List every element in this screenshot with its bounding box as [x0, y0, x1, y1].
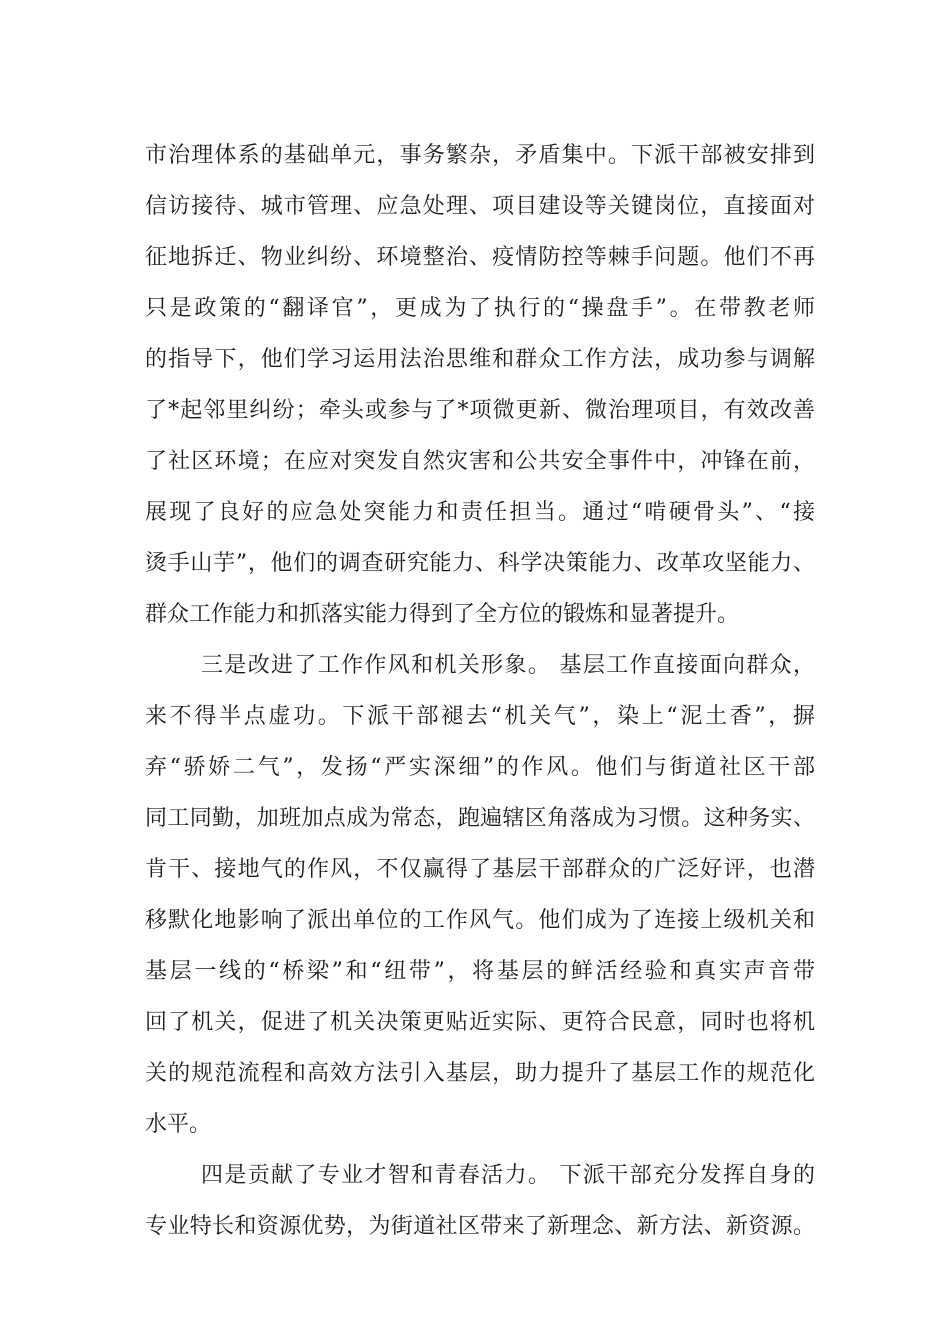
- text-line: 移默化地影响了派出单位的工作风气。他们成为了连接上级机关和: [145, 908, 815, 933]
- text-line: 肯干、接地气的作风，不仅赢得了基层干部群众的广泛好评，也潜: [145, 857, 815, 882]
- text-line: 信访接待、城市管理、应急处理、项目建设等关键岗位，直接面对: [145, 194, 815, 219]
- text-line: 了*起邻里纠纷；牵头或参与了*项微更新、微治理项目，有效改善: [145, 398, 815, 423]
- text-line: 市治理体系的基础单元，事务繁杂，矛盾集中。下派干部被安排到: [145, 143, 815, 168]
- text-line: 基层一线的“桥梁”和“纽带”，将基层的鲜活经验和真实声音带: [145, 959, 815, 984]
- text-line: 的指导下，他们学习运用法治思维和群众工作方法，成功参与调解: [145, 347, 815, 372]
- body-text: [145, 130, 815, 1252]
- paragraph-heading-line: 四是贡献了专业才智和青春活力。 下派干部充分发挥自身的: [201, 1163, 815, 1188]
- text-line: 水平。: [145, 1112, 212, 1137]
- text-line: 只是政策的“翻译官”，更成为了执行的“操盘手”。在带教老师: [145, 296, 815, 321]
- text-line: 群众工作能力和抓落实能力得到了全方位的锻炼和显著提升。: [145, 602, 740, 627]
- text-line: 了社区环境；在应对突发自然灾害和公共安全事件中，冲锋在前，: [145, 449, 815, 474]
- text-line: 征地拆迁、物业纠纷、环境整治、疫情防控等棘手问题。他们不再: [145, 245, 815, 270]
- text-line: 烫手山芋”，他们的调查研究能力、科学决策能力、改革攻坚能力、: [145, 551, 815, 576]
- text-line: 同工同勤，加班加点成为常态，跑遍辖区角落成为习惯。这种务实、: [145, 806, 815, 831]
- text-line: 来不得半点虚功。下派干部褪去“机关气”，染上“泥土香”，摒: [145, 704, 815, 729]
- text-line: 回了机关，促进了机关决策更贴近实际、更符合民意，同时也将机: [145, 1010, 815, 1035]
- text-line: 关的规范流程和高效方法引入基层，助力提升了基层工作的规范化: [145, 1061, 815, 1086]
- text-line: 弃“骄娇二气”，发扬“严实深细”的作风。他们与街道社区干部: [145, 755, 815, 780]
- paragraph-heading-line: 三是改进了工作作风和机关形象。 基层工作直接面向群众，: [201, 653, 815, 678]
- text-line: 展现了良好的应急处突能力和责任担当。通过“啃硬骨头”、“接: [145, 500, 815, 525]
- text-line: 专业特长和资源优势，为街道社区带来了新理念、新方法、新资源。: [145, 1214, 815, 1239]
